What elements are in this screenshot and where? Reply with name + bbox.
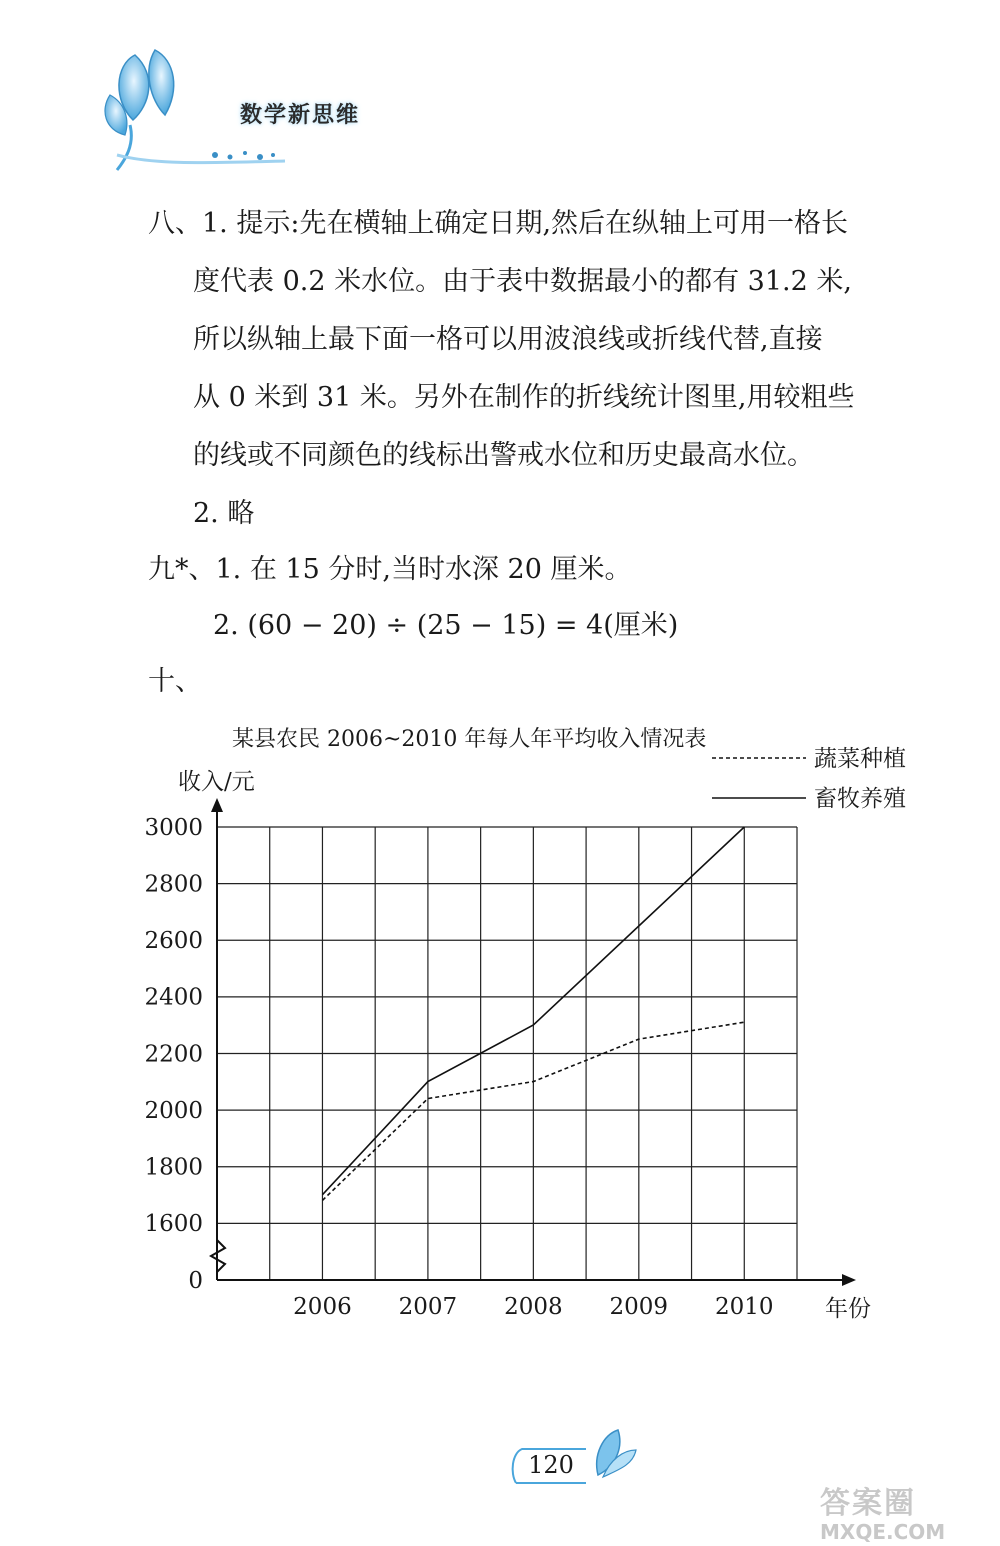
text-line: 2. (60 − 20) ÷ (25 − 15) = 4(厘米): [213, 610, 679, 641]
legend-label: 畜牧养殖: [814, 786, 906, 812]
y-axis-label: 收入/元: [178, 769, 255, 795]
x-tick-label: 2009: [609, 1294, 669, 1320]
page-number: 120: [528, 1451, 574, 1479]
legend-label: 蔬菜种植: [814, 746, 906, 772]
page-number-badge: [508, 1443, 594, 1487]
y-tick-label: 2200: [144, 1041, 203, 1068]
flower-small-icon: [588, 1425, 638, 1485]
y-tick-label: 0: [188, 1268, 203, 1294]
y-tick-label: 2800: [144, 871, 203, 898]
text-line: 十、: [148, 666, 202, 697]
text-line: 所以纵轴上最下面一格可以用波浪线或折线代替,直接: [193, 324, 823, 355]
x-tick-label: 2006: [293, 1294, 352, 1320]
x-axis-label: 年份: [825, 1296, 871, 1322]
y-tick-label: 1800: [144, 1154, 203, 1181]
text-line: 2. 略: [193, 498, 255, 529]
y-tick-label: 2600: [144, 928, 203, 955]
x-tick-label: 2007: [398, 1294, 458, 1320]
y-tick-label: 3000: [144, 815, 203, 841]
watermark: [820, 1478, 995, 1544]
x-tick-label: 2008: [504, 1294, 563, 1320]
y-tick-label: 1600: [144, 1211, 203, 1237]
text-line: 八、1. 提示:先在横轴上确定日期,然后在纵轴上可用一格长: [148, 208, 849, 239]
x-axis-arrow-icon: [842, 1274, 856, 1286]
y-tick-label: 2400: [144, 984, 203, 1011]
text-line: 九*、1. 在 15 分时,当时水深 20 厘米。: [148, 554, 632, 585]
watermark-url: MXQE.COM: [820, 1520, 946, 1544]
text-line: 从 0 米到 31 米。另外在制作的折线统计图里,用较粗些: [193, 382, 855, 413]
y-tick-label: 2000: [144, 1097, 203, 1124]
chart-title: 某县农民 2006~2010 年每人年平均收入情况表: [232, 727, 707, 752]
header-title: 数学新思维: [240, 103, 361, 128]
y-axis-arrow-icon: [211, 798, 223, 812]
text-line: 的线或不同颜色的线标出警戒水位和历史最高水位。: [193, 440, 814, 471]
text-line: 度代表 0.2 米水位。由于表中数据最小的都有 31.2 米,: [193, 266, 852, 297]
x-tick-label: 2010: [714, 1294, 774, 1320]
watermark-text: 答案圈: [820, 1486, 916, 1521]
